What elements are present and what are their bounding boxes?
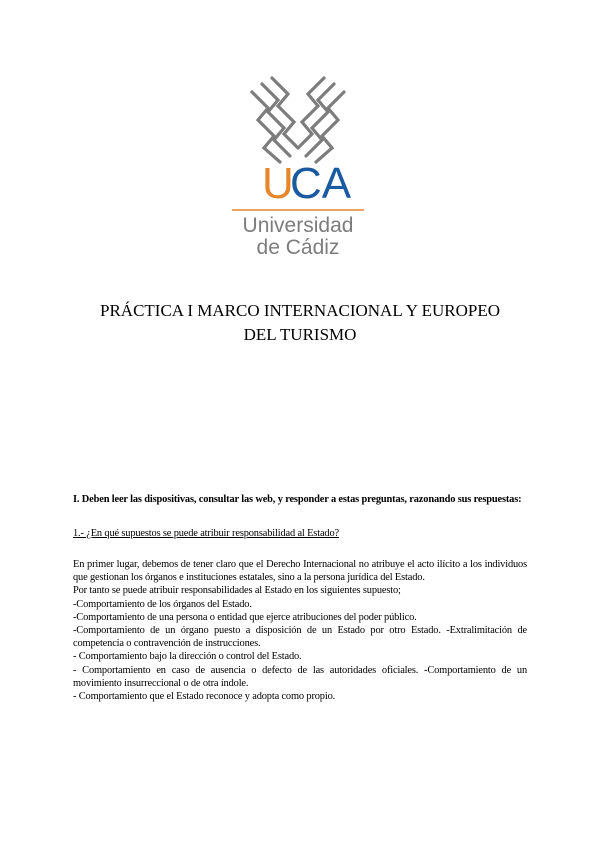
list-item: - Comportamiento que el Estado reconoce y adopta como propio. [73,691,336,703]
section-heading: I. Deben leer las dispositivas, consultar las web, y responder a estas preguntas, razonando sus respuestas: [73,494,522,505]
answer-paragraph-2: Por tanto se puede atribuir responsabilidades al Estado en los siguientes supuesto; [73,585,401,597]
answer-block [73,558,527,703]
list-item: -Comportamiento de una persona o entidad que ejerce atribuciones del poder público. [73,611,417,623]
uca-emblem-icon [228,70,368,260]
logo-line-de-cadiz: de Cádiz [256,236,340,259]
answer-paragraph-1: En primer lugar, debemos de tener claro que el Derecho Internacional no atribuye el acto ilícito a los individuos que gestionan los órganos e instituciones estatales, sino a la persona jurídica del Estado. [73,559,527,584]
question-1: 1.- ¿En qué supuestos se puede atribuir responsabilidad al Estado? [73,528,339,539]
logo-line-universidad: Universidad [242,214,354,237]
university-logo [228,70,368,260]
list-item: -Comportamiento de los órganos del Estado. [73,598,252,610]
list-item: -Comportamiento de un órgano puesto a disposición de un Estado por otro Estado. -Extralimitación de competencia o contravención de instrucciones. [73,625,527,650]
list-item: - Comportamiento en caso de ausencia o defecto de las autoridades oficiales. -Comportamiento de un movimiento insurreccional o de otra índole. [73,664,527,689]
document-title-line-2: DEL TURISMO [243,325,357,344]
list-item: - Comportamiento bajo la dirección o control del Estado. [73,651,302,663]
logo-letter-u: U [262,159,294,208]
wave-pattern-icon [252,78,344,162]
document-title-line-1: PRÁCTICA I MARCO INTERNACIONAL Y EUROPEO [100,301,500,320]
logo-letters-ca: CA [290,159,352,208]
